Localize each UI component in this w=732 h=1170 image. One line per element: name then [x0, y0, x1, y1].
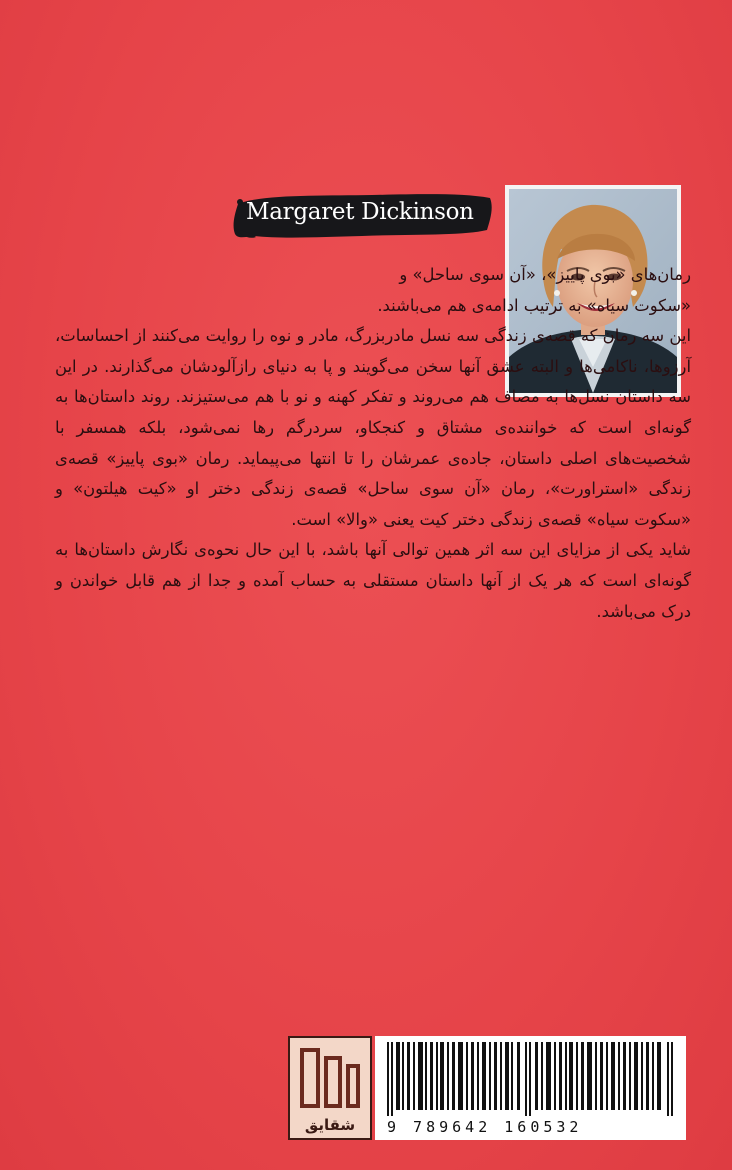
synopsis-line-1: رمان‌های «بوی پاییز»، «آن سوی ساحل» و [399, 265, 691, 284]
publisher-logo [288, 1036, 372, 1140]
barcode-bars [387, 1042, 677, 1116]
isbn-barcode [375, 1036, 686, 1140]
publisher-name: شقایق [304, 1116, 356, 1134]
synopsis-line-2: «سکوت سیاه» به ترتیب ادامه‌ی هم می‌باشند. [377, 295, 691, 315]
author-name: Margaret Dickinson [246, 199, 474, 225]
publisher-logo-icon [290, 1038, 370, 1138]
synopsis-paragraph-2: این سه رمان که قصه‌ی زندگی سه نسل مادربزرگ، مادر و نوه را روایت می‌کنند از احساسات، آرزوها، ناکامی‌ها و البته عشق آنها سخن می‌گویند و پا به دنیای رازآلودشان می‌گذارند. در این سه داستان نسل‌ها به مصاف هم می‌روند و تفکر کهنه و نو با هم می‌ستیزند. روند داستان‌ها به گونه‌ای است که خواننده‌ی مشتاق و کنجکاو، سردرگم رها نمی‌شود، بلکه همسفر با شخصیت‌های اصلی داستان، جاده‌ی عمرشان را تا انتها می‌پیماید. رمان «بوی پاییز» قصه‌ی زندگی «استراورت»، رمان «آن سوی ساحل» قصه‌ی زندگی دختر او «کیت هیلتون» و «سکوت سیاه» قصه‌ی زندگی دختر کیت یعنی «والا» است. [55, 326, 691, 529]
synopsis-paragraph-3: شاید یکی از مزایای این سه اثر همین توالی آنها باشد، با این حال نحوه‌ی نگارش داستان‌ها به گونه‌ای است که هر یک از آنها داستان مستقلی به حساب آمده و جدا از هم قابل خواندن و درک می‌باشد. [55, 540, 691, 621]
isbn-number: 9 789642 160532 [387, 1118, 583, 1136]
author-name-banner [232, 190, 494, 242]
book-synopsis [55, 260, 691, 627]
